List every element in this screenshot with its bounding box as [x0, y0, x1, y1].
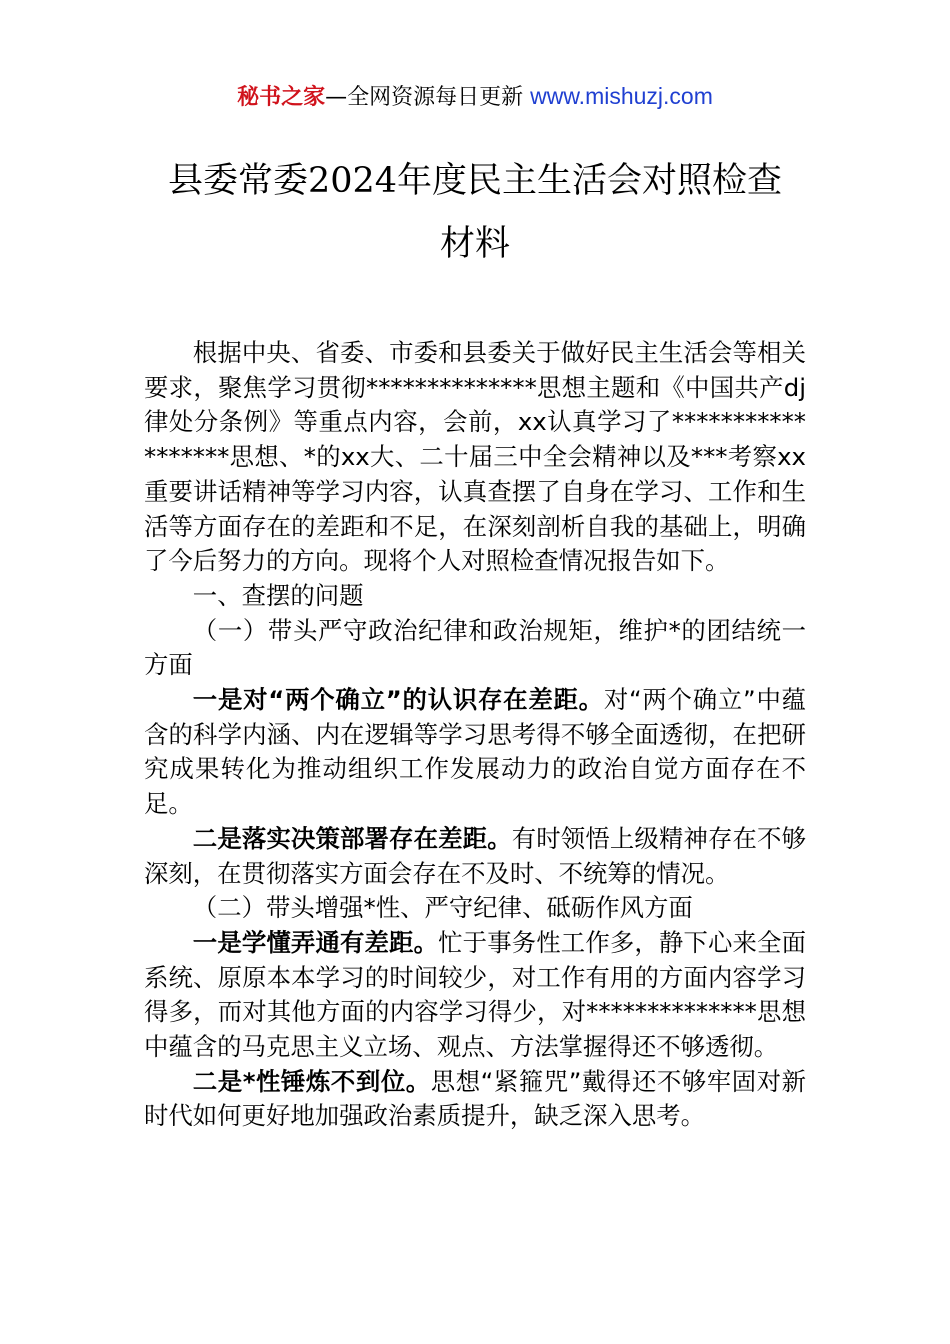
site-slogan: —全网资源每日更新: [325, 85, 524, 110]
point-paragraph-4: 二是*性锤炼不到位。思想“紧箍咒”戴得还不够牢固对新时代如何更好地加强政治素质提升，缺乏深入思考。: [144, 1066, 806, 1131]
point-paragraph-2: 二是落实决策部署存在差距。有时领悟上级精神存在不够深刻，在贯彻落实方面会存在不及时、不统筹的情况。: [144, 823, 806, 888]
site-url-link[interactable]: www.mishuzj.com: [530, 83, 713, 109]
point-lead: 二是落实决策部署存在差距。: [192, 823, 512, 853]
section-heading-1: 一、查摆的问题: [192, 580, 364, 610]
document-body: [144, 336, 806, 1134]
site-header: [0, 80, 950, 114]
title-line-1: 县委常委2024年度民主生活会对照检查: [167, 161, 783, 201]
subsection-heading-1: （一）带头严守政治纪律和政治规矩，维护*的团结统一方面: [144, 615, 806, 680]
subsection-heading-2: （二）带头增强*性、严守纪律、砥砺作风方面: [192, 893, 693, 923]
title-line-2: 材料: [439, 224, 510, 264]
point-paragraph-1: 一是对“两个确立”的认识存在差距。对“两个确立”中蕴含的科学内涵、内在逻辑等学习思考得不够全面透彻，在把研究成果转化为推动组织工作发展动力的政治自觉方面存在不足。: [144, 685, 807, 819]
point-paragraph-3: 一是学懂弄通有差距。忙于事务性工作多，静下心来全面系统、原原本本学习的时间较少，对工作有用的方面内容学习得多，而对其他方面的内容学习得少，对**************思想中蕴含的马克思主义立场、观点、方法掌握得还不够透彻。: [144, 927, 806, 1062]
intro-paragraph: 根据中央、省委、市委和县委关于做好民主生活会等相关要求，聚焦学习贯彻**************思想主题和《中国共产dj律处分条例》等重点内容，会前，xx认真学习了******************思想、*的xx大、二十届三中全会精神以及***考察xx重要讲话精神等学习内容，认真查摆了自身在学习、工作和生活等方面存在的差距和不足，在深刻剖析自我的基础上，明确了今后努力的方向。现将个人对照检查情况报告如下。: [144, 338, 806, 576]
document-title: [120, 150, 830, 276]
brand-name: 秘书之家: [237, 85, 326, 110]
point-lead: 一是对“两个确立”的认识存在差距。: [192, 685, 604, 715]
point-lead: 二是*性锤炼不到位。: [192, 1066, 431, 1096]
point-lead: 一是学懂弄通有差距。: [192, 927, 439, 957]
